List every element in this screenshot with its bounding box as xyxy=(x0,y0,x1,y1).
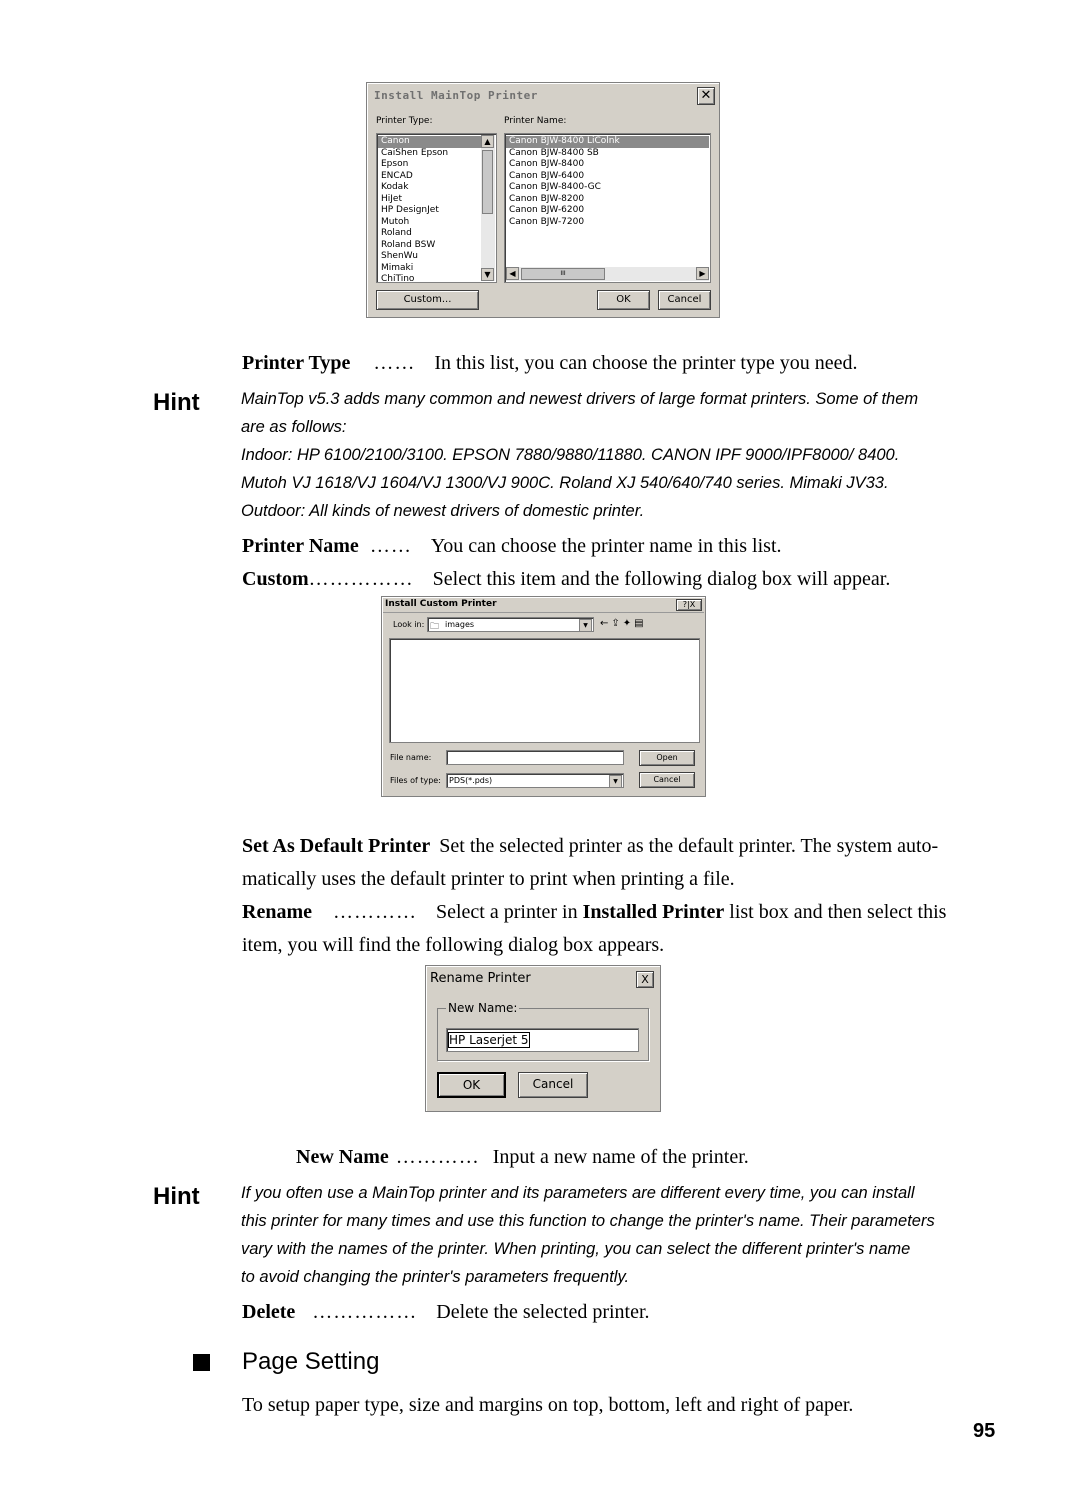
hint-label: Hint xyxy=(153,389,200,416)
section-heading: Page Setting xyxy=(242,1348,380,1375)
hint-text: If you often use a MainTop printer and its parameters are different every time, you can install xyxy=(241,1184,915,1202)
folder-icon: 🗀 xyxy=(430,622,440,632)
printer-type-item[interactable]: ChiTino xyxy=(381,274,415,283)
printer-type-item[interactable]: Mutoh xyxy=(381,216,410,227)
view-menu-icon[interactable]: ▤ xyxy=(634,618,647,629)
description: You can choose the printer name in this list. xyxy=(430,535,782,557)
printer-name-item[interactable]: Canon BJW-8200 xyxy=(509,193,585,204)
printer-type-line xyxy=(242,349,858,377)
term: Printer Type xyxy=(242,352,351,374)
group-label: New Name: xyxy=(448,1001,518,1015)
printer-name-item[interactable]: Canon BJW-6200 xyxy=(509,205,585,215)
printer-type-item[interactable]: ENCAD xyxy=(381,170,413,181)
leader-dots: ………… xyxy=(332,901,417,923)
hint-text: Mutoh VJ 1618/VJ 1604/VJ 1300/VJ 900C. Roland XJ 540/640/740 series. Mimaki JV33. xyxy=(241,474,889,492)
new-folder-icon[interactable]: ✦ xyxy=(622,618,635,629)
set-default-line2: matically uses the default printer to print when printing a file. xyxy=(242,868,735,890)
printer-type-item[interactable]: Canon xyxy=(378,136,481,148)
desc-part: Select a printer in xyxy=(435,901,583,923)
close-icon[interactable]: ✕ xyxy=(697,87,715,105)
printer-name-item[interactable]: Canon BJW-6400 xyxy=(509,170,585,181)
term: Set As Default Printer xyxy=(242,835,431,857)
scroll-right-icon[interactable]: ▶ xyxy=(696,267,709,280)
description: Delete the selected printer. xyxy=(436,1301,650,1323)
printer-name-label: Printer Name: xyxy=(504,116,567,126)
back-icon[interactable]: ← xyxy=(600,618,612,629)
printer-type-list[interactable] xyxy=(376,133,497,283)
look-in-value: images xyxy=(445,620,475,629)
leader-dots: …………… xyxy=(308,568,414,590)
term: New Name xyxy=(296,1146,389,1168)
description xyxy=(436,901,946,923)
cancel-button[interactable]: Cancel xyxy=(518,1072,588,1098)
page-number: 95 xyxy=(973,1420,996,1442)
printer-name-item[interactable]: Canon BJW-8400 xyxy=(509,159,585,169)
files-of-type-label: Files of type: xyxy=(390,776,441,785)
rename-printer-dialog xyxy=(425,965,661,1112)
file-name-input[interactable] xyxy=(446,750,624,765)
set-default-line xyxy=(242,832,938,860)
ok-button[interactable]: OK xyxy=(597,290,650,310)
printer-type-item[interactable]: HiJet xyxy=(381,193,402,204)
description: Set the selected printer as the default printer. The system auto- xyxy=(439,835,939,857)
term: Custom xyxy=(242,568,309,590)
files-of-type-value: PDS(*.pds) xyxy=(449,776,493,785)
printer-name-item[interactable]: Canon BJW-8400 SB xyxy=(509,147,599,158)
scroll-thumb[interactable] xyxy=(482,150,493,214)
hint-text: to avoid changing the printer's parameters frequently. xyxy=(241,1268,630,1286)
printer-name-item[interactable]: Canon BJW-7200 xyxy=(509,216,585,227)
term: Delete xyxy=(242,1301,296,1323)
name-list-hscrollbar[interactable] xyxy=(506,267,709,281)
file-list-area[interactable] xyxy=(389,638,700,743)
close-icon[interactable]: X xyxy=(636,971,654,988)
page-setting-desc: To setup paper type, size and margins on top, bottom, left and right of paper. xyxy=(242,1394,854,1416)
printer-name-item[interactable]: Canon BJW-8400-GC xyxy=(509,182,601,192)
hint-text: MainTop v5.3 adds many common and newest drivers of large format printers. Some of them xyxy=(241,390,919,408)
chevron-down-icon[interactable]: ▼ xyxy=(579,619,592,632)
printer-name-item[interactable]: Canon BJW-8400 LiColnk xyxy=(506,136,709,148)
installed-printer-term: Installed Printer xyxy=(582,901,725,923)
rename-line xyxy=(242,898,946,926)
printer-type-item[interactable]: HP DesignJet xyxy=(381,205,439,215)
scroll-left-icon[interactable]: ◀ xyxy=(506,267,519,280)
hint-text: are as follows: xyxy=(241,418,347,436)
leader-dots: ………… xyxy=(395,1146,480,1168)
new-name-line xyxy=(296,1143,749,1171)
cancel-button[interactable]: Cancel xyxy=(639,772,695,788)
hscroll-thumb[interactable]: III xyxy=(521,268,605,280)
type-list-scrollbar[interactable] xyxy=(481,135,495,281)
term: Rename xyxy=(242,901,312,923)
look-in-select[interactable] xyxy=(427,617,594,632)
printer-type-label: Printer Type: xyxy=(376,116,433,126)
custom-dialog-title: Install Custom Printer xyxy=(385,599,497,609)
custom-button[interactable]: Custom... xyxy=(376,290,479,310)
printer-type-item[interactable]: Roland xyxy=(381,228,412,238)
scroll-up-icon[interactable]: ▲ xyxy=(481,135,494,148)
leader-dots: …… xyxy=(369,535,412,557)
chevron-down-icon[interactable]: ▼ xyxy=(609,775,622,788)
custom-printer-dialog xyxy=(381,596,706,797)
custom-line xyxy=(242,565,890,593)
hint-text: Outdoor: All kinds of newest drivers of domestic printer. xyxy=(241,502,645,520)
leader-dots: …… xyxy=(373,352,416,374)
desc-part: list box and then select this xyxy=(724,901,947,923)
hint-text: Indoor: HP 6100/2100/3100. EPSON 7880/9880/11880. CANON IPF 9000/IPF8000/ 8400. xyxy=(241,446,900,464)
leader-dots: …………… xyxy=(312,1301,418,1323)
section-bullet xyxy=(193,1354,210,1371)
cancel-button[interactable]: Cancel xyxy=(658,290,711,310)
look-in-label: Look in: xyxy=(393,620,425,629)
term: Printer Name xyxy=(242,535,359,557)
file-name-label: File name: xyxy=(390,753,432,762)
delete-line xyxy=(242,1298,650,1326)
printer-name-line xyxy=(242,532,782,560)
rename-dialog-title: Rename Printer xyxy=(430,971,531,986)
description: Select this item and the following dialog box will appear. xyxy=(432,568,891,590)
toolbar-icons xyxy=(600,618,647,629)
hint-label: Hint xyxy=(153,1183,200,1210)
printer-name-list[interactable] xyxy=(504,133,711,283)
printer-type-item[interactable]: Mimaki xyxy=(381,262,414,273)
printer-type-item[interactable]: Epson xyxy=(381,159,409,169)
rename-line2: item, you will find the following dialog box appears. xyxy=(242,934,665,956)
titlebar xyxy=(383,598,704,613)
new-name-input[interactable] xyxy=(446,1028,639,1052)
ok-button[interactable]: OK xyxy=(437,1072,506,1098)
install-printer-dialog xyxy=(366,82,720,318)
printer-type-item[interactable]: CaiShen Epson xyxy=(381,147,449,158)
hint-text: vary with the names of the printer. When printing, you can select the different printer's name xyxy=(241,1240,911,1258)
printer-type-item[interactable]: Kodak xyxy=(381,182,409,192)
help-close-icons[interactable]: ?|X xyxy=(676,599,702,611)
scroll-down-icon[interactable]: ▼ xyxy=(481,268,494,281)
printer-type-item[interactable]: Roland BSW xyxy=(381,239,436,250)
printer-type-item[interactable]: ShenWu xyxy=(381,251,418,261)
install-dialog-title: Install MainTop Printer xyxy=(374,89,538,102)
description: Input a new name of the printer. xyxy=(492,1146,749,1168)
files-of-type-select[interactable] xyxy=(446,773,624,788)
description: In this list, you can choose the printer type you need. xyxy=(434,352,858,374)
new-name-value: HP Laserjet 5 xyxy=(449,1033,529,1047)
up-folder-icon[interactable]: ⇪ xyxy=(611,618,623,629)
hint-text: this printer for many times and use this function to change the printer's name. Their parameters xyxy=(241,1212,935,1230)
open-button[interactable]: Open xyxy=(639,750,695,766)
